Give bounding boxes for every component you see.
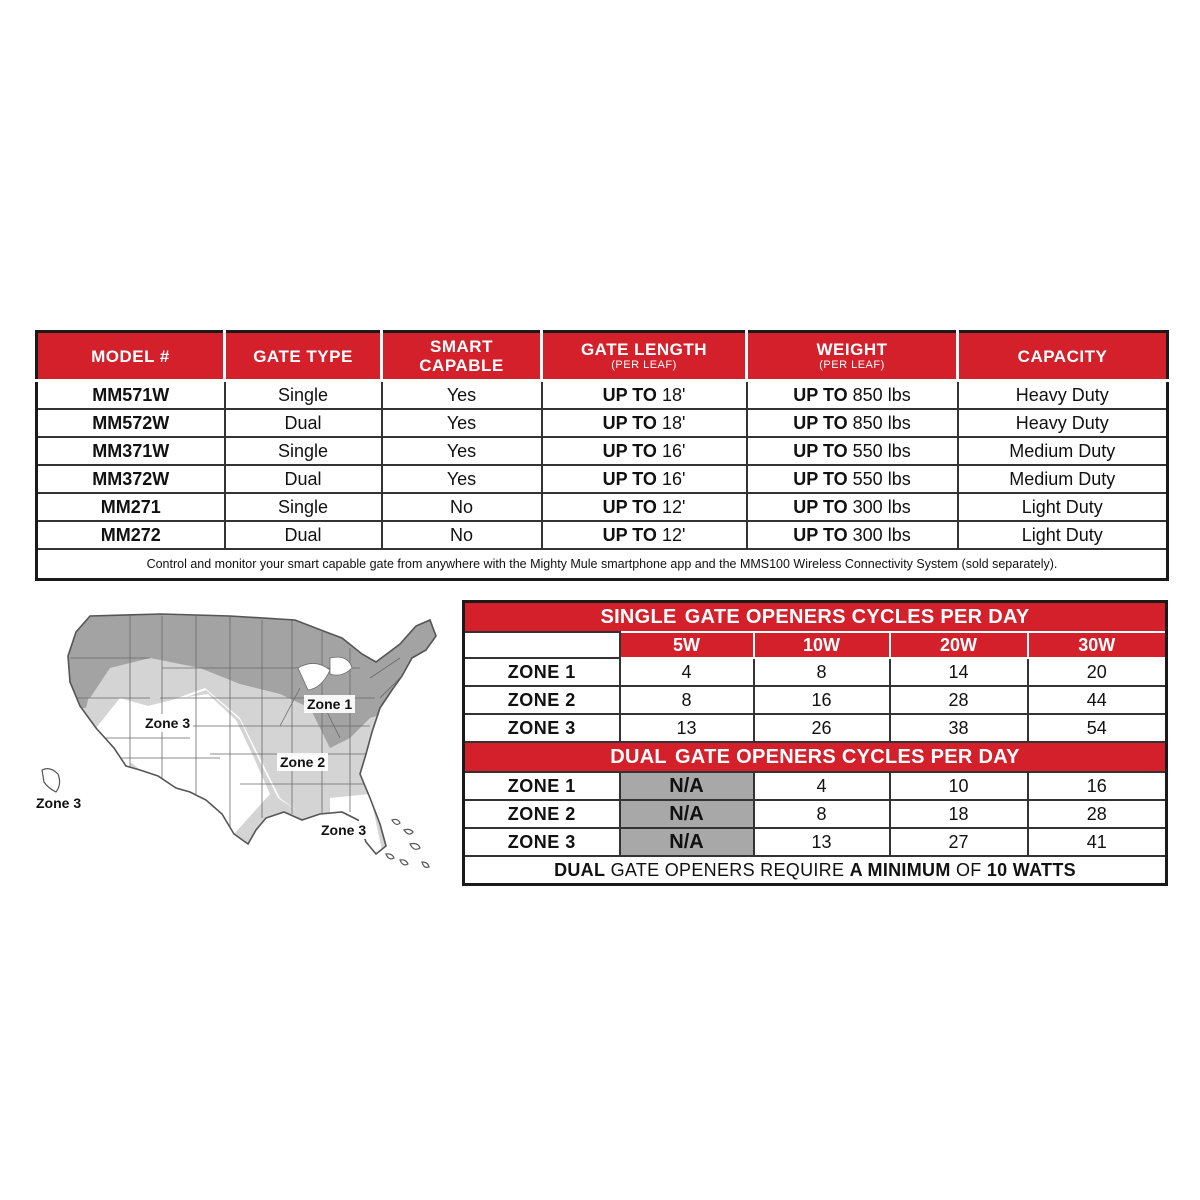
- cycles-value: 20: [1028, 658, 1167, 686]
- blank-corner-cell: [464, 632, 620, 658]
- wattage-header-row: [464, 632, 1167, 658]
- gate-weight: [747, 409, 958, 437]
- model-table-note-row: [37, 549, 1168, 580]
- gate-length: [542, 465, 747, 493]
- gate-weight: [747, 465, 958, 493]
- header-gate-type: GATE TYPE: [225, 332, 382, 381]
- gate-length-prefix: UP TO: [602, 384, 657, 405]
- gate-weight-value: 300 lbs: [852, 496, 911, 517]
- minimum-watts-footer-row: [464, 856, 1167, 885]
- gate-length-value: 18': [661, 412, 686, 433]
- capacity: Light Duty: [958, 521, 1168, 549]
- header-model: MODEL #: [37, 332, 225, 381]
- gate-length-value: 16': [661, 468, 686, 489]
- cycles-value: 16: [1028, 772, 1167, 800]
- gate-weight: [747, 521, 958, 549]
- gate-type: Single: [225, 381, 382, 410]
- climate-zone-map: [30, 598, 442, 888]
- not-applicable-cell: N/A: [620, 772, 754, 800]
- gate-length-value: 12': [661, 524, 686, 545]
- model-row: [37, 381, 1168, 410]
- zone-label: ZONE 2: [464, 686, 620, 714]
- smart-capable: Yes: [382, 409, 542, 437]
- model-table-header-row: [37, 332, 1168, 381]
- model-row: [37, 465, 1168, 493]
- model-row: [37, 437, 1168, 465]
- gate-weight-prefix: UP TO: [793, 468, 848, 489]
- dual-zone-row: [464, 800, 1167, 828]
- model-row: [37, 521, 1168, 549]
- dual-zone-row: [464, 828, 1167, 856]
- gate-weight-value: 850 lbs: [852, 412, 911, 433]
- dual-gate-title: DUAL GATE OPENERS CYCLES PER DAY: [464, 742, 1167, 772]
- gate-length: [542, 381, 747, 410]
- watt-10w: 10W: [754, 632, 890, 658]
- gate-weight-value: 550 lbs: [852, 468, 911, 489]
- gate-type: Single: [225, 493, 382, 521]
- single-zone-row: [464, 686, 1167, 714]
- model-row: [37, 493, 1168, 521]
- cycles-value: 13: [620, 714, 754, 742]
- cycles-value: 18: [890, 800, 1028, 828]
- single-zone-row: [464, 658, 1167, 686]
- us-zone-map-graphic: [30, 598, 442, 888]
- minimum-watts-note: DUAL GATE OPENERS REQUIRE A MINIMUM OF 10 WATTS: [464, 856, 1167, 885]
- map-label-zone3-hawaii: Zone 3: [318, 821, 369, 839]
- smart-capable: Yes: [382, 437, 542, 465]
- gate-weight-value: 550 lbs: [852, 440, 911, 461]
- zone-label: ZONE 1: [464, 772, 620, 800]
- capacity: Heavy Duty: [958, 409, 1168, 437]
- gate-weight: [747, 493, 958, 521]
- capacity: Light Duty: [958, 493, 1168, 521]
- gate-weight-prefix: UP TO: [793, 496, 848, 517]
- gate-length: [542, 521, 747, 549]
- cycles-value: 54: [1028, 714, 1167, 742]
- cycles-value: 13: [754, 828, 890, 856]
- dual-section-header: [464, 742, 1167, 772]
- single-gate-title: SINGLE GATE OPENERS CYCLES PER DAY: [464, 602, 1167, 633]
- zone-label: ZONE 1: [464, 658, 620, 686]
- gate-type: Single: [225, 437, 382, 465]
- cycles-value: 26: [754, 714, 890, 742]
- model-number: MM272: [37, 521, 225, 549]
- gate-length-prefix: UP TO: [602, 440, 657, 461]
- cycles-value: 8: [754, 800, 890, 828]
- map-label-zone3-west: Zone 3: [142, 714, 193, 732]
- header-gate-length: GATE LENGTH (PER LEAF): [542, 332, 747, 381]
- cycles-value: 38: [890, 714, 1028, 742]
- cycles-value: 10: [890, 772, 1028, 800]
- not-applicable-cell: N/A: [620, 800, 754, 828]
- smart-capable: Yes: [382, 465, 542, 493]
- single-zone-row: [464, 714, 1167, 742]
- gate-weight-prefix: UP TO: [793, 412, 848, 433]
- smart-capable: No: [382, 493, 542, 521]
- gate-length: [542, 409, 747, 437]
- gate-weight: [747, 437, 958, 465]
- smart-capable: Yes: [382, 381, 542, 410]
- model-number: MM372W: [37, 465, 225, 493]
- header-smart-capable: SMART CAPABLE: [382, 332, 542, 381]
- model-spec-table: [35, 330, 1169, 581]
- watt-5w: 5W: [620, 632, 754, 658]
- gate-weight-value: 300 lbs: [852, 524, 911, 545]
- model-number: MM371W: [37, 437, 225, 465]
- gate-length-value: 12': [661, 496, 686, 517]
- cycles-value: 44: [1028, 686, 1167, 714]
- map-label-zone3-alaska: Zone 3: [33, 794, 84, 812]
- map-label-zone2: Zone 2: [277, 753, 328, 771]
- model-row: [37, 409, 1168, 437]
- alaska-shape: [42, 769, 60, 792]
- gate-length-prefix: UP TO: [602, 496, 657, 517]
- gate-length-prefix: UP TO: [602, 524, 657, 545]
- cycles-value: 28: [890, 686, 1028, 714]
- gate-weight: [747, 381, 958, 410]
- watt-30w: 30W: [1028, 632, 1167, 658]
- gate-length-prefix: UP TO: [602, 468, 657, 489]
- single-section-header: [464, 602, 1167, 633]
- gate-weight-value: 850 lbs: [852, 384, 911, 405]
- cycles-value: 4: [620, 658, 754, 686]
- cycles-per-day-table: [462, 600, 1168, 886]
- zone-label: ZONE 2: [464, 800, 620, 828]
- header-weight: WEIGHT (PER LEAF): [747, 332, 958, 381]
- smart-capable-note: Control and monitor your smart capable gate from anywhere with the Mighty Mule smartphone app and the MMS100 Wireless Connectivity System (sold separately).: [37, 549, 1168, 580]
- gate-weight-prefix: UP TO: [793, 440, 848, 461]
- gate-weight-prefix: UP TO: [793, 524, 848, 545]
- smart-capable: No: [382, 521, 542, 549]
- cycles-value: 41: [1028, 828, 1167, 856]
- gate-type: Dual: [225, 409, 382, 437]
- zone-label: ZONE 3: [464, 828, 620, 856]
- watt-20w: 20W: [890, 632, 1028, 658]
- header-capacity: CAPACITY: [958, 332, 1168, 381]
- gate-length: [542, 437, 747, 465]
- not-applicable-cell: N/A: [620, 828, 754, 856]
- model-number: MM572W: [37, 409, 225, 437]
- islands: [386, 819, 429, 867]
- gate-weight-prefix: UP TO: [793, 384, 848, 405]
- cycles-value: 4: [754, 772, 890, 800]
- cycles-value: 27: [890, 828, 1028, 856]
- cycles-value: 14: [890, 658, 1028, 686]
- capacity: Heavy Duty: [958, 381, 1168, 410]
- cycles-value: 16: [754, 686, 890, 714]
- zone-label: ZONE 3: [464, 714, 620, 742]
- gate-length-prefix: UP TO: [602, 412, 657, 433]
- gate-type: Dual: [225, 521, 382, 549]
- gate-type: Dual: [225, 465, 382, 493]
- cycles-value: 28: [1028, 800, 1167, 828]
- model-number: MM271: [37, 493, 225, 521]
- model-number: MM571W: [37, 381, 225, 410]
- cycles-value: 8: [620, 686, 754, 714]
- gate-length: [542, 493, 747, 521]
- cycles-value: 8: [754, 658, 890, 686]
- map-label-zone1: Zone 1: [304, 695, 355, 713]
- dual-zone-row: [464, 772, 1167, 800]
- gate-length-value: 18': [661, 384, 686, 405]
- capacity: Medium Duty: [958, 465, 1168, 493]
- gate-length-value: 16': [661, 440, 686, 461]
- capacity: Medium Duty: [958, 437, 1168, 465]
